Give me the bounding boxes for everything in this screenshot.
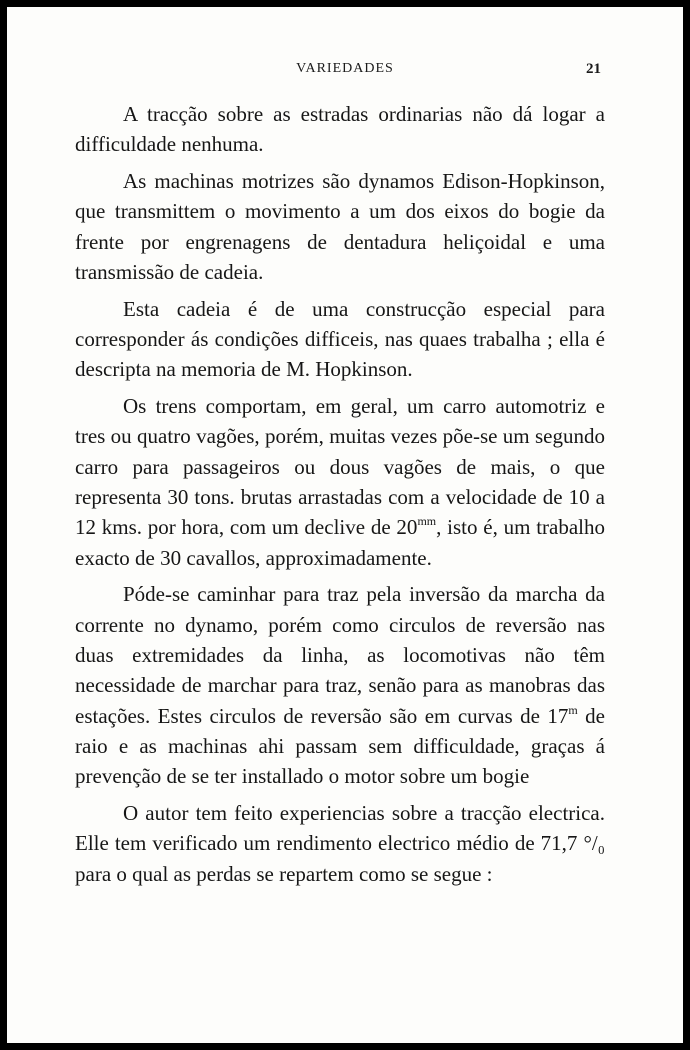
superscript-unit-mm: mm [417,514,437,529]
running-title: VARIEDADES [296,61,394,76]
paragraph-6: O autor tem feito experiencias sobre a tracção electrica. Elle tem verificado um rendimento electrico médio de 71,7 °/₀ para o qual as perdas se repartem como se segue : [75,801,605,886]
paragraph-5-text-b: de raio e as machinas ahi passam sem difficuldade, graças á prevenção de se ter installado o motor sobre um bogie [75,703,605,789]
body-text [75,99,605,895]
paragraph-2: As machinas motrizes são dynamos Edison-Hopkinson, que transmittem o movimento a um dos eixos do bogie da frente por engrenagens de dentadura heliçoidal e uma transmissão de cadeia. [75,169,605,284]
superscript-unit-m: m [568,702,578,717]
running-header [7,61,683,81]
paragraph-4 [75,391,605,573]
paragraph-3: Esta cadeia é de uma construcção especial para corresponder ás condições difficeis, nas quaes trabalha ; ella é descripta na memoria de M. Hopkinson. [75,296,605,382]
book-page [7,7,683,1043]
paragraph-4-text-a: Os trens comportam, em geral, um carro automotriz e tres ou quatro vagões, porém, muitas vezes põe-se um segundo carro para passageiros ou dous vagões de mais, o que representa 30 tons. brutas arrastadas com a velocidade de 10 a 12 kms. por hora, com um declive de 20 [75,394,605,540]
paragraph-4-text-b: , isto é, um trabalho exacto de 30 cavallos, approximadamente. [75,515,605,570]
paragraph-5-text-a: Póde-se caminhar para traz pela inversão da marcha da corrente no dynamo, porém como circulos de reversão nas duas extremidades da linha, as locomotivas não têm necessidade de marchar para traz, senão para as manobras das estações. Estes circulos de reversão são em curvas de 17 [75,582,605,728]
paragraph-1: A tracção sobre as estradas ordinarias não dá logar a difficuldade nenhuma. [75,102,605,157]
page-number: 21 [586,61,601,77]
paragraph-5 [75,579,605,791]
